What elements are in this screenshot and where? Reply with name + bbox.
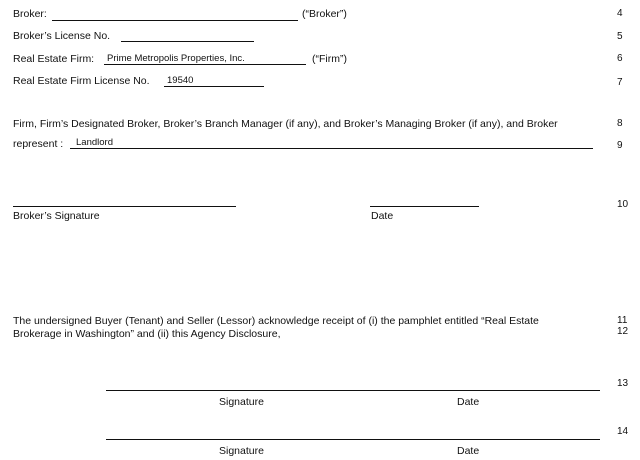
line-number: 4 bbox=[617, 8, 623, 19]
broker-signature-line[interactable] bbox=[13, 206, 236, 207]
line-number: 10 bbox=[617, 199, 629, 210]
represent-text: Firm, Firm’s Designated Broker, Broker’s Branch Manager (if any), and Broker’s Managing Broker (if any), and Broker bbox=[13, 118, 558, 130]
broker-suffix: (“Broker”) bbox=[302, 8, 347, 20]
line-number: 6 bbox=[617, 53, 623, 64]
firm-license-label: Real Estate Firm License No. bbox=[13, 75, 150, 87]
line-number: 8 bbox=[617, 118, 623, 129]
license-label: Broker’s License No. bbox=[13, 30, 111, 42]
represent-field[interactable] bbox=[70, 148, 593, 149]
broker-date-line[interactable] bbox=[370, 206, 479, 207]
broker-field[interactable] bbox=[52, 20, 298, 21]
party-date-label-1: Date bbox=[457, 396, 480, 408]
firm-value: Prime Metropolis Properties, Inc. bbox=[107, 53, 245, 64]
broker-signature-label: Broker’s Signature bbox=[13, 210, 100, 222]
line-number: 12 bbox=[617, 326, 629, 337]
firm-label: Real Estate Firm: bbox=[13, 53, 95, 65]
license-field[interactable] bbox=[121, 41, 254, 42]
party-signature-line-1[interactable] bbox=[106, 390, 600, 391]
ack-line-1: The undersigned Buyer (Tenant) and Seller (Lessor) acknowledge receipt of (i) the pamphlet entitled “Real Estate bbox=[13, 315, 539, 327]
broker-label: Broker: bbox=[13, 8, 47, 20]
party-date-label-2: Date bbox=[457, 445, 480, 457]
party-signature-line-2[interactable] bbox=[106, 439, 600, 440]
line-number: 14 bbox=[617, 426, 629, 437]
line-number: 7 bbox=[617, 77, 623, 88]
firm-suffix: (“Firm”) bbox=[312, 53, 347, 65]
party-signature-label-1: Signature bbox=[219, 396, 264, 408]
firm-license-value: 19540 bbox=[167, 75, 194, 86]
represent-value: Landlord bbox=[76, 137, 113, 148]
line-number: 9 bbox=[617, 140, 623, 151]
represent-label: represent : bbox=[13, 138, 64, 150]
line-number: 13 bbox=[617, 378, 629, 389]
broker-date-label: Date bbox=[371, 210, 394, 222]
line-number: 5 bbox=[617, 31, 623, 42]
line-number: 11 bbox=[617, 315, 628, 326]
party-signature-label-2: Signature bbox=[219, 445, 264, 457]
ack-line-2: Brokerage in Washington” and (ii) this Agency Disclosure, bbox=[13, 328, 281, 340]
